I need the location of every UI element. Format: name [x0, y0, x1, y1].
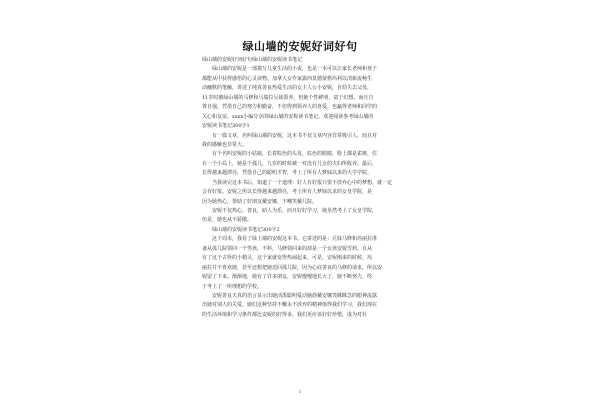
- paragraph-7-line-1: 这个周末，我看了绿上墙的安妮这本书。它讲述的是：兄妹马修和玛丽拉准: [212, 236, 378, 243]
- paragraph-3-line-2: 在一个小岛上，她是个孤儿，九岁的时候被一对没有儿女的夫妇所收养。最后，: [202, 160, 378, 167]
- paragraph-1-line-2: 都能从中获得感悟的心灵读物。加拿大女作家露西莫德蒙格玛利以清新流畅生: [202, 75, 373, 82]
- paragraph-5-line-2: 但是，她也从不骄傲。: [202, 217, 253, 224]
- paragraph-7-line-5: 妮留了下来。渐渐地，她有了许多朋友，安妮慢慢地长大了，她不断努力，终: [202, 274, 373, 281]
- paragraph-3-line-1: 有个名叫安妮的小姑娘，长着粽色的头发，棕色的眼睛，脸上都是雀斑，住: [212, 151, 378, 158]
- paragraph-2-line-2: 我的感触也非常大。: [202, 141, 248, 148]
- paragraph-2-line-1: 有一篇文章，名叫绿山墙的安妮，这本书不仅文章内容非常吸引人，而且对: [212, 132, 378, 139]
- paragraph-6-line-1: 绿山墙的安妮读书笔记300字2: [212, 226, 280, 233]
- paragraph-1-line-6: 关心和友谊。xxxx小编分享的绿山墙的安妮读书笔记，欢迎阅读参考绿山墙的: [202, 113, 374, 120]
- paragraph-8-line-3: 的生活环境和学习条件都比安妮的好得多，我们更应该好好珍惜，成为对社: [202, 311, 368, 318]
- paragraph-4-line-3: 因为她热心，帮助了好朋友戴安娜，不嘲笑戴儿院。: [202, 198, 318, 205]
- paragraph-7-line-6: 于考上了一所理想的学校。: [202, 283, 263, 290]
- document-body: [202, 56, 398, 320]
- paragraph-1-line-3: 动幽默的笔触，讲述了纯真善良热爱生活的女主人公小安妮，自幼失去父母，: [202, 85, 373, 92]
- paragraph-7-line-3: 有了这个古怪的小精灵，这个家就变得热闹起来，可是，安妮刚来的时候，玛: [202, 255, 373, 262]
- document-subtitle: 绿山墙的安妮好词好句绿山墙的安妮读书笔记: [202, 57, 303, 63]
- paragraph-7-line-2: 备从孤儿院领回一个男孩，不料，马修领回来的却是一个女孩安妮雪莉。自从: [202, 245, 373, 252]
- document-title: 绿山墙的安妮好词好句: [242, 40, 358, 53]
- paragraph-4-line-2: 会有好报。安妮之所以长得越来越漂亮，考上所有人梦寐以求的女皇学院，是: [202, 189, 373, 196]
- paragraph-1-line-4: 11岁时被绿山墙的马修和马瑞拉兄妹领养，但她个性鲜明，富于幻想，而且自: [202, 94, 374, 101]
- paragraph-8-line-1: 安妮善良天真的语言显示出她活泼聪明爱动脑筋戴安娜笑眯眯急的眼神流露: [212, 292, 378, 299]
- paragraph-4-line-1: 当我读完这本书后，知道了一个道理：好人有好报只要不放弃心中的梦想，就一定: [212, 179, 393, 186]
- paragraph-8-line-2: 出她对别人的关爱。她们这种坚持不懈永不放弃的精神值得我们学习，我们现在: [202, 302, 378, 309]
- paragraph-1-line-5: 尊自强，凭借自己的努力和勤奋，不但得到领养人的喜爱，也赢得老师和同学的: [202, 104, 378, 111]
- page-number: 1: [298, 389, 302, 394]
- paragraph-1-line-7: 安妮读书笔记300字1: [202, 123, 250, 130]
- paragraph-7-line-4: 丽拉并不喜欢她，甚至还想把她送回孤儿院，因为心底善良的马修的请求，所以安: [202, 264, 383, 271]
- paragraph-5-line-1: 安妮不仅热心，善良，助人为乐，而且好好学习，她虽然考上了女皇学院，: [212, 208, 378, 214]
- paragraph-3-line-3: 长得越来越漂亮，凭借自己的聪明才智，考上了所有人梦寐以求的大学学院。: [202, 170, 373, 177]
- paragraph-1-line-1: 绿山墙的安妮是一部描写儿童生活的小说，也是一本可以让家长老师和孩子: [212, 66, 378, 73]
